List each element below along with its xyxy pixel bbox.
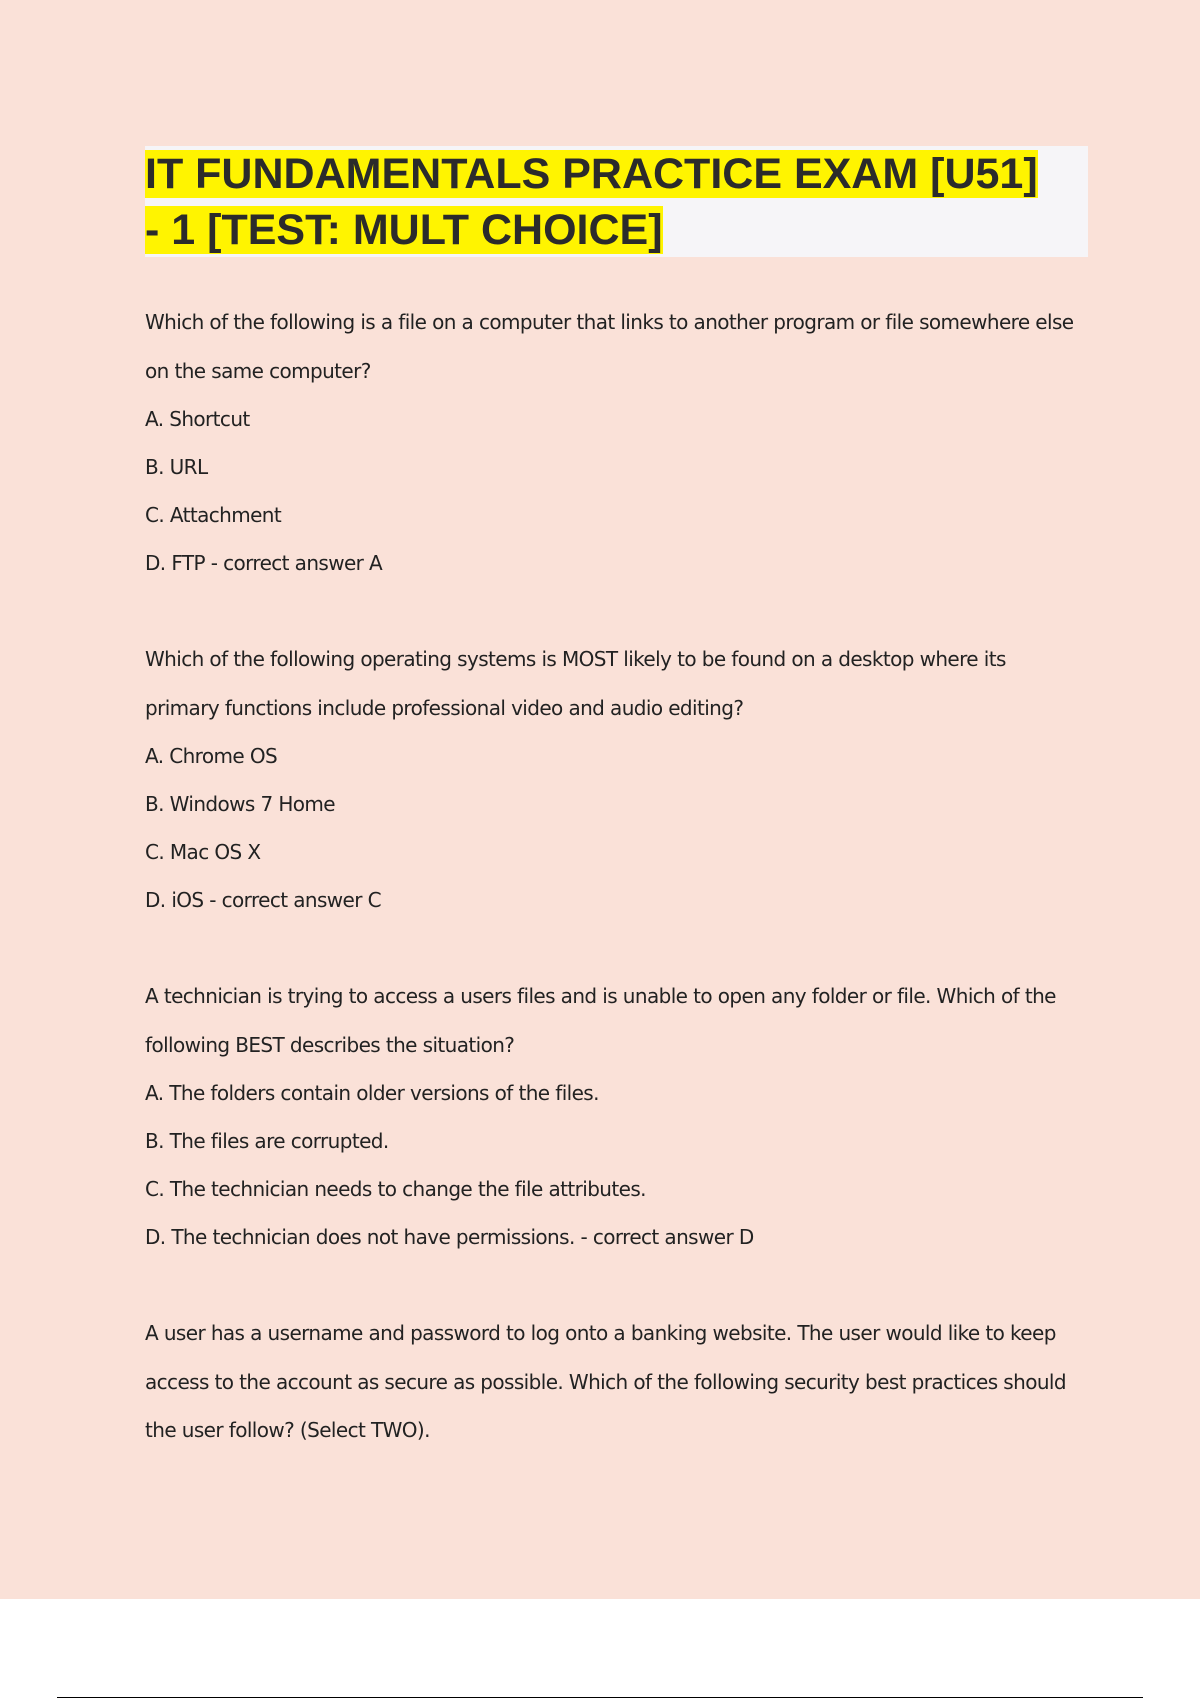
answer-option: C. Attachment	[145, 503, 282, 527]
question-list	[145, 298, 1075, 1503]
question-text: Which of the following is a file on a computer that links to another program or file somewhere else on the same computer?	[145, 310, 1074, 383]
answer-option: A. The folders contain older versions of the files.	[145, 1081, 599, 1105]
question-text: A user has a username and password to log onto a banking website. The user would like to keep access to the account as secure as possible. Which of the following security best practices should the user follow? (Select TWO).	[145, 1321, 1066, 1442]
answer-option: A. Chrome OS	[145, 744, 278, 768]
page-title	[145, 146, 1045, 258]
question-4	[145, 1309, 1075, 1455]
question-3	[145, 972, 1075, 1261]
question-text: A technician is trying to access a users files and is unable to open any folder or file. Which of the following BEST describes the situation?	[145, 984, 1056, 1057]
question-2	[145, 635, 1075, 924]
footer-divider	[57, 1697, 1143, 1698]
answer-option: D. FTP - correct answer A	[145, 551, 383, 575]
title-block	[145, 146, 1088, 257]
answer-option: A. Shortcut	[145, 407, 250, 431]
answer-option: B. The files are corrupted.	[145, 1129, 389, 1153]
answer-option: C. Mac OS X	[145, 840, 261, 864]
question-text: Which of the following operating systems is MOST likely to be found on a desktop where its primary functions include professional video and audio editing?	[145, 647, 1006, 720]
answer-option: D. iOS - correct answer C	[145, 888, 381, 912]
answer-option: B. Windows 7 Home	[145, 792, 336, 816]
answer-option: B. URL	[145, 455, 208, 479]
answer-option: C. The technician needs to change the file attributes.	[145, 1177, 646, 1201]
answer-option: D. The technician does not have permissions. - correct answer D	[145, 1225, 754, 1249]
title-highlight: IT FUNDAMENTALS PRACTICE EXAM [U51] - 1 [TEST: MULT CHOICE]	[145, 150, 1038, 254]
question-1	[145, 298, 1075, 587]
